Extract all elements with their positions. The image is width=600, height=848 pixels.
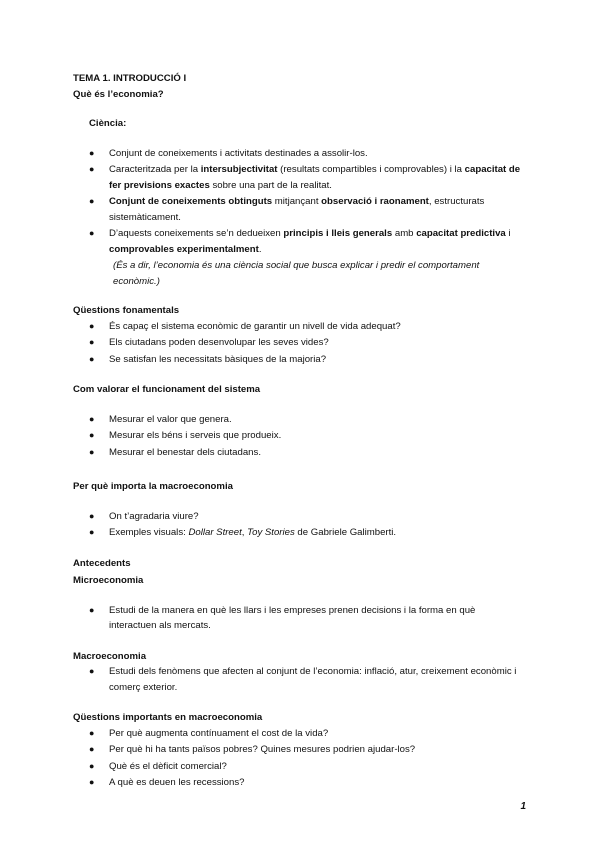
bold-text: capacitat de fer previsions exactes: [109, 164, 521, 191]
ciencia-note: (És a dir, l’economia és una ciència social que busca explicar i predir el comportament econòmic.): [113, 260, 480, 287]
section-heading-valorar: Com valorar el funcionament del sistema: [73, 384, 261, 395]
section-heading-antecedents: Antecedents: [73, 557, 131, 569]
rich-text: [109, 196, 484, 223]
valorar-list: [73, 412, 525, 461]
text-run: amb: [392, 228, 417, 239]
section-heading-macro: Macroeconomia: [73, 650, 147, 662]
list-item: ● On t’agradaria viure?: [73, 509, 525, 525]
importa-list: [73, 509, 525, 541]
list-item: ● Què és el dèficit comercial?: [73, 759, 525, 775]
bullet-icon: ●: [89, 760, 95, 771]
bullet-icon: ●: [89, 666, 95, 676]
bullet-icon: ●: [89, 164, 95, 174]
section-heading-fonamentals: Qüestions fonamentals: [73, 305, 180, 316]
bullet-icon: ●: [89, 777, 95, 787]
text-run: Caracteritzada per la: [109, 164, 201, 175]
text-run: Conjunt de coneixements i activitats destinades a assolir-los.: [109, 147, 368, 159]
text-run: mitjançant: [272, 196, 322, 207]
bullet-icon: ●: [89, 228, 95, 238]
rich-text: [109, 148, 368, 159]
bullet-icon: ●: [89, 413, 95, 424]
bullet-icon: ●: [89, 196, 95, 206]
list-item: ● Per què augmenta contínuament el cost de la vida?: [73, 726, 525, 742]
text-run: , estructurats sistemàticament.: [109, 196, 485, 223]
list-item: ● A què es deuen les recessions?: [73, 775, 525, 791]
bold-text: observació i raonament: [321, 196, 429, 207]
list-item: [73, 162, 525, 193]
text-run: .: [258, 243, 262, 255]
bullet-icon: ●: [89, 430, 95, 440]
bullet-icon: ●: [89, 604, 95, 615]
text-run: sobre una part de la realitat.: [209, 179, 332, 191]
document-page: [73, 71, 525, 792]
list-item: [73, 226, 525, 257]
bullet-icon: ●: [89, 353, 95, 364]
micro-list: [73, 603, 525, 634]
rich-text: [109, 228, 511, 255]
bold-text: intersubjectivitat: [200, 164, 278, 175]
bullet-icon: ●: [89, 320, 95, 331]
bold-text: comprovables experimentalment: [109, 243, 259, 255]
list-item: ● Exemples visuals: Dollar Street, Toy Stories de Gabriele Galimberti.: [73, 525, 525, 541]
bold-text: principis i lleis generals: [283, 228, 393, 239]
list-item: ● Mesurar els béns i serveis que produeix.: [73, 428, 525, 444]
list-item: ● Mesurar el benestar dels ciutadans.: [73, 445, 525, 461]
section-heading-importants: Qüestions importants en macroeconomia: [73, 712, 263, 723]
list-item: ● Mesurar el valor que genera.: [73, 412, 525, 428]
ciencia-list: [73, 146, 525, 258]
section-heading-economia: Què és l’economia?: [73, 88, 164, 100]
fonamentals-list: [73, 319, 525, 368]
text-run: (resultats compartibles i comprovables) i la: [277, 164, 465, 175]
bullet-icon: ●: [89, 510, 95, 521]
importants-list: [73, 726, 525, 791]
list-item: ● Estudi de la manera en què les llars i les empreses prenen decisions i la forma en què interactuen als mercats.: [89, 604, 476, 631]
bullet-icon: ●: [89, 744, 95, 754]
bullet-icon: ●: [89, 527, 95, 537]
list-item: [73, 146, 525, 162]
list-item: ● Estudi dels fenòmens que afecten al conjunt de l’economia: inflació, atur, creixement econòmic i comerç exterior.: [89, 666, 517, 693]
page-number: 1: [520, 800, 526, 812]
list-item: ● És capaç el sistema econòmic de garantir un nivell de vida adequat?: [73, 319, 525, 335]
list-item: ● Se satisfan les necessitats bàsiques de la majoria?: [73, 352, 525, 368]
bold-text: Conjunt de coneixements obtinguts: [109, 196, 273, 207]
ciencia-label: Ciència:: [89, 118, 127, 129]
bullet-icon: ●: [89, 147, 95, 158]
list-item: ● Per què hi ha tants països pobres? Quines mesures podrien ajudar-los?: [73, 742, 525, 758]
section-heading-micro: Microeconomia: [73, 575, 144, 586]
text-run: i: [505, 228, 511, 239]
bold-text: capacitat predictiva: [416, 228, 506, 239]
macro-list: [73, 664, 525, 695]
text-run: D’aquests coneixements se’n dedueixen: [109, 228, 284, 239]
bullet-icon: ●: [89, 727, 95, 738]
bullet-icon: ●: [89, 337, 95, 347]
document-title: TEMA 1. INTRODUCCIÓ I: [73, 73, 187, 84]
section-heading-importa: Per què importa la macroeconomia: [73, 481, 233, 492]
list-item: [73, 194, 525, 225]
bullet-icon: ●: [89, 446, 95, 457]
rich-text: [109, 164, 520, 191]
list-item: ● Els ciutadans poden desenvolupar les seves vides?: [73, 335, 525, 351]
